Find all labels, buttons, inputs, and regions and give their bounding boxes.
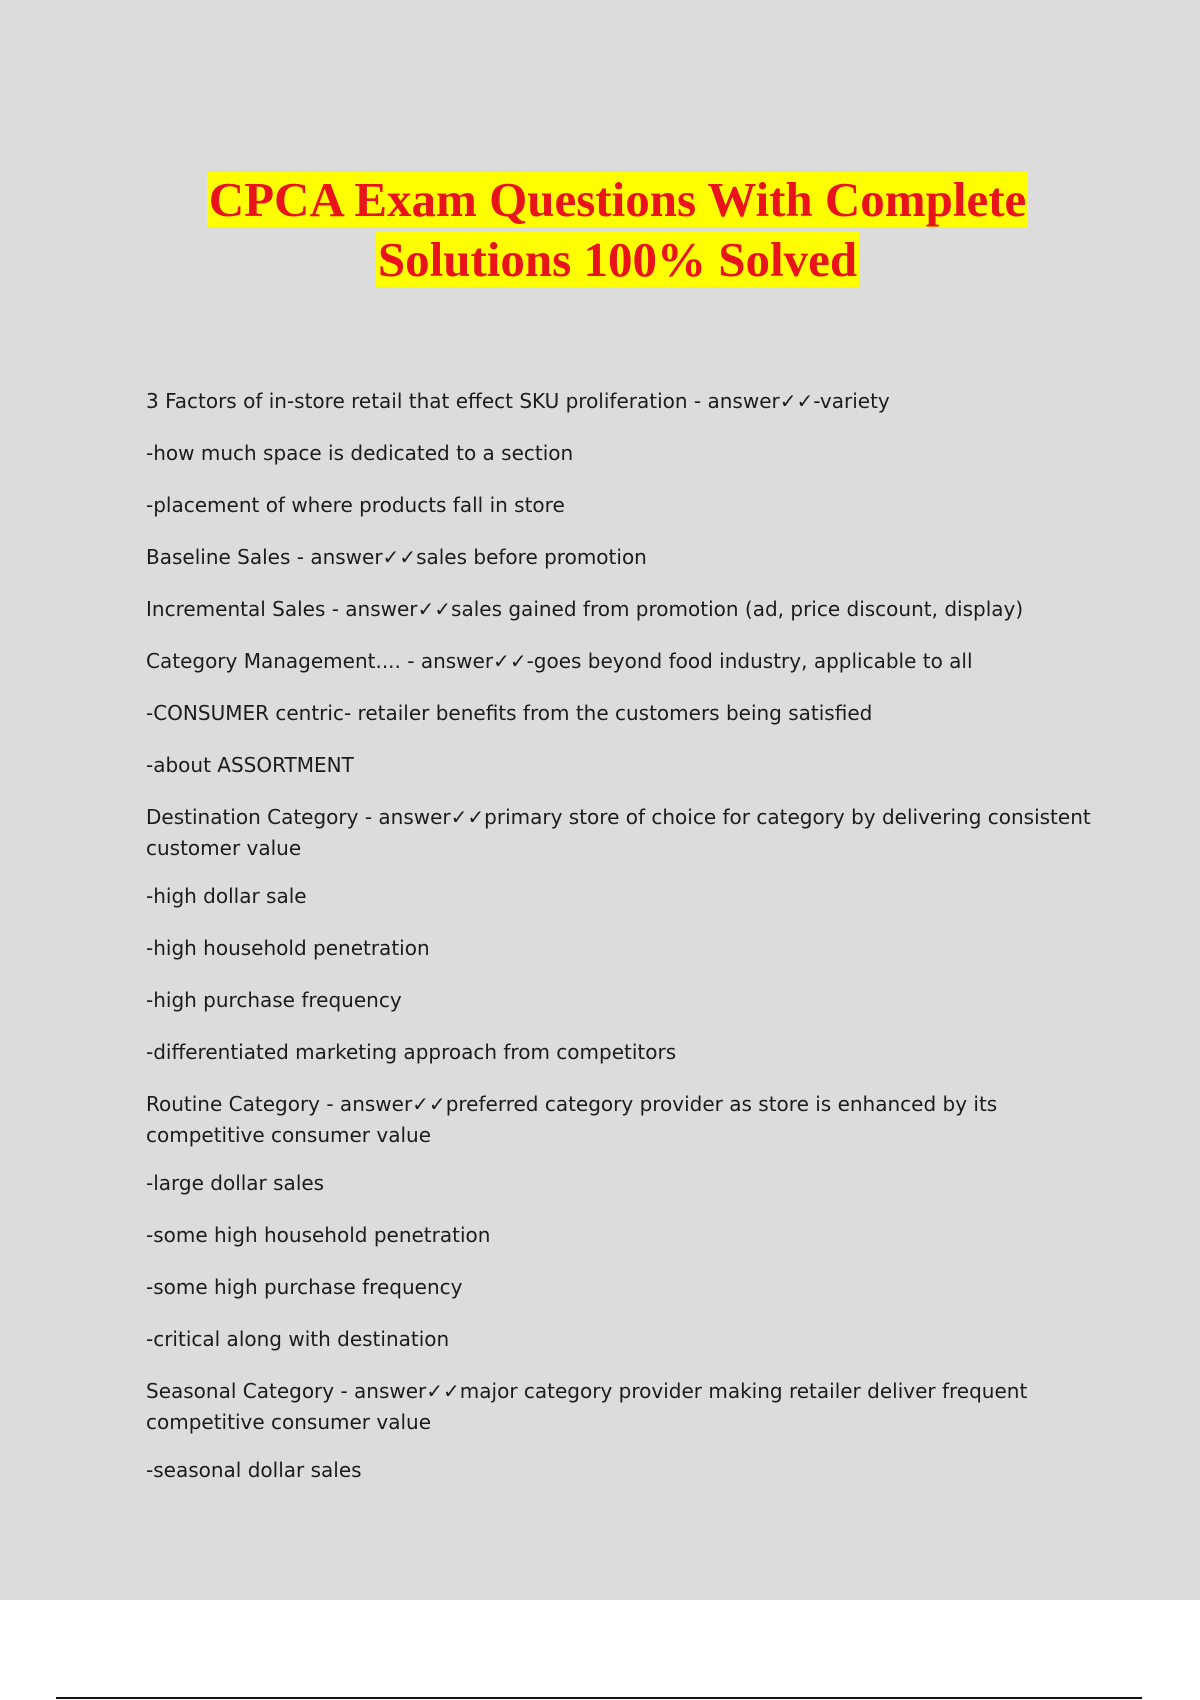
paragraph: -seasonal dollar sales [146,1458,362,1482]
title-line-1: CPCA Exam Questions With Complete [208,172,1027,227]
paragraph: -about ASSORTMENT [146,753,354,777]
paragraph: -how much space is dedicated to a section [146,441,574,465]
paragraph: -large dollar sales [146,1171,325,1195]
paragraph: Incremental Sales - answer✓✓sales gained from promotion (ad, price discount, display) [146,597,1024,621]
paragraph: -high purchase frequency [146,988,402,1012]
paragraph: -high dollar sale [146,884,307,908]
footer-divider [56,1697,1142,1699]
paragraph: -placement of where products fall in store [146,493,565,517]
document-title [0,170,1200,290]
paragraph: Routine Category - answer✓✓preferred category provider as store is enhanced by its competitive consumer value [146,1092,998,1147]
document-body [146,386,1096,1507]
paragraph: -critical along with destination [146,1327,450,1351]
paragraph: -some high household penetration [146,1223,491,1247]
paragraph: Destination Category - answer✓✓primary store of choice for category by delivering consistent customer value [146,805,1091,860]
paragraph: Category Management.... - answer✓✓-goes beyond food industry, applicable to all [146,649,973,673]
paragraph: -high household penetration [146,936,430,960]
page-footer [0,1600,1200,1700]
paragraph: Baseline Sales - answer✓✓sales before promotion [146,545,647,569]
paragraph: 3 Factors of in-store retail that effect SKU proliferation - answer✓✓-variety [146,389,890,413]
paragraph: -differentiated marketing approach from competitors [146,1040,677,1064]
paragraph: Seasonal Category - answer✓✓major category provider making retailer deliver frequent competitive consumer value [146,1379,1028,1434]
paragraph: -some high purchase frequency [146,1275,463,1299]
paragraph: -CONSUMER centric- retailer benefits from the customers being satisfied [146,701,873,725]
title-line-2: Solutions 100% Solved [377,232,858,287]
